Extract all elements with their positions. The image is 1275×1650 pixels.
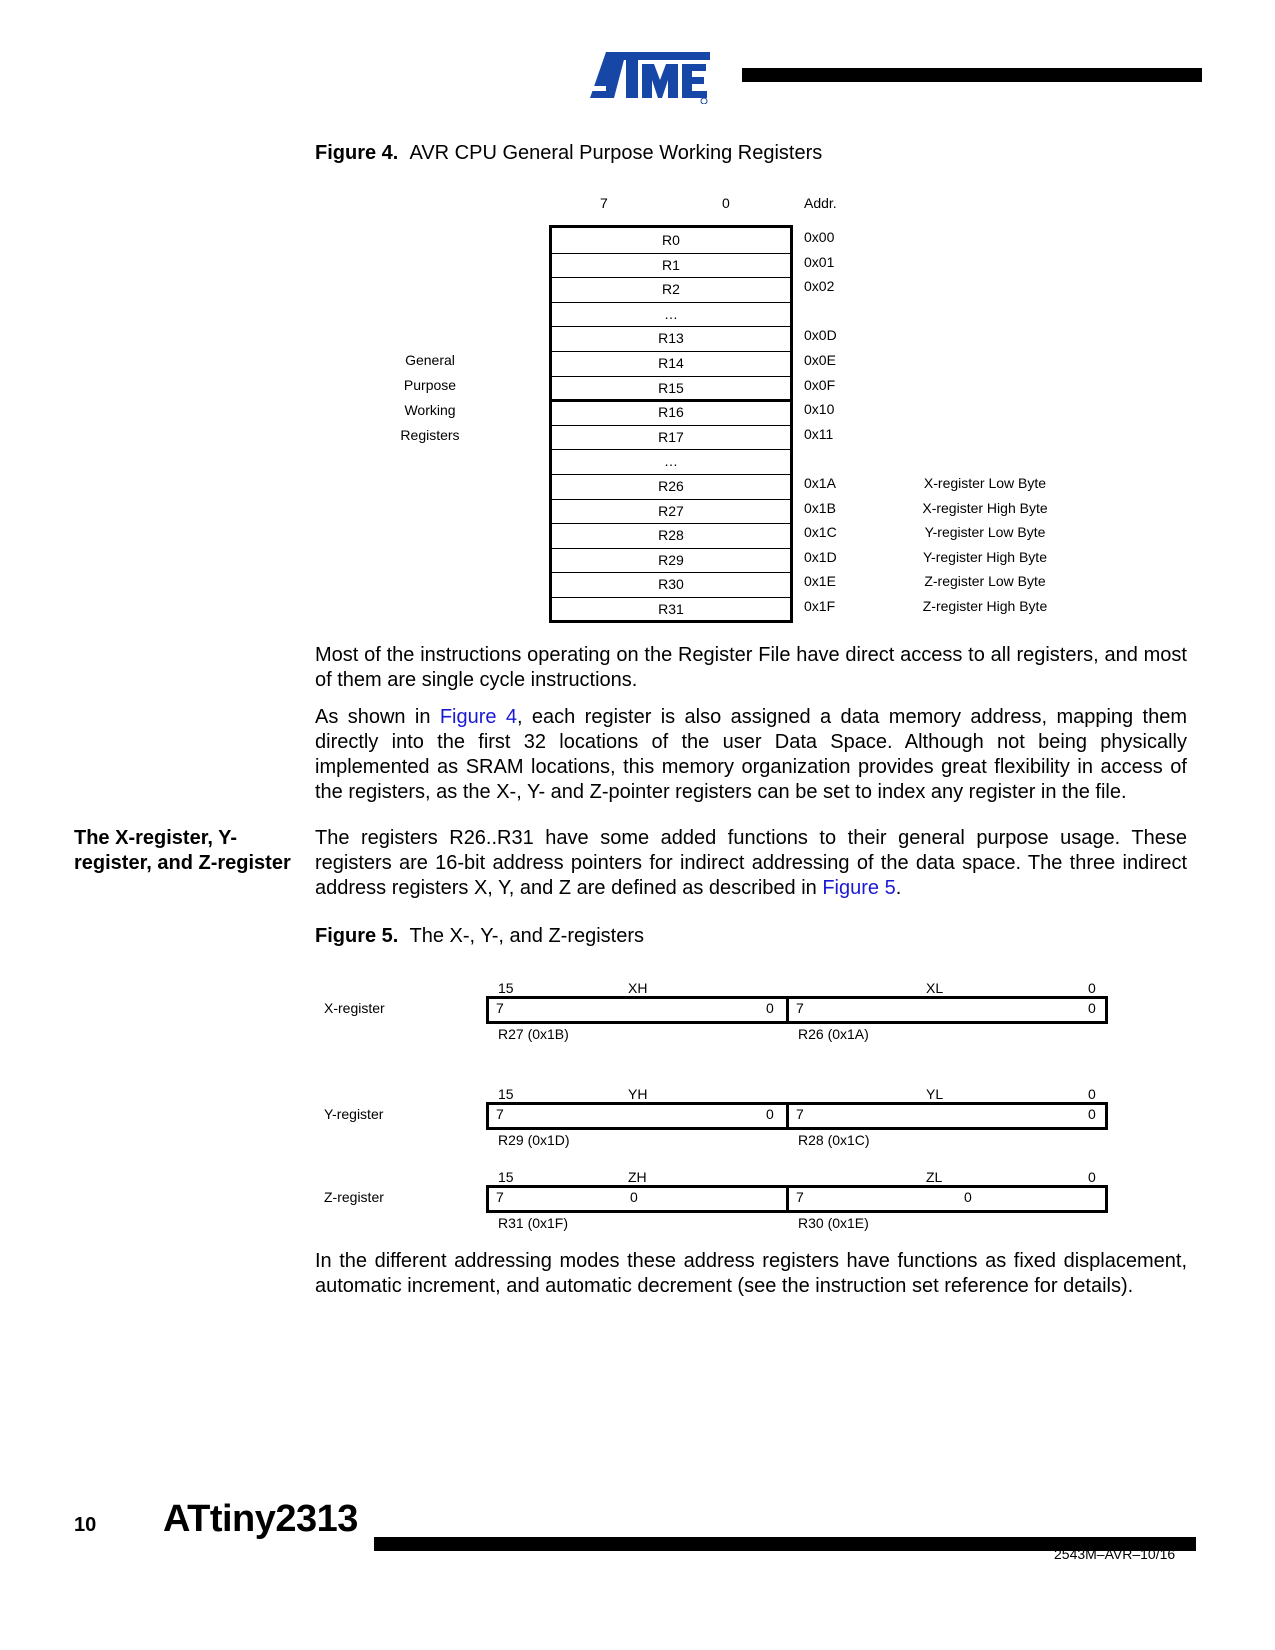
register-note: Y-register Low Byte — [924, 524, 1046, 541]
figure5-link[interactable]: Figure 5 — [822, 877, 896, 899]
low-byte-bit0: 0 — [1088, 1106, 1096, 1122]
figure5-label: Figure 5. — [315, 925, 399, 947]
register-cell: R31 — [658, 601, 684, 617]
register-cell: R30 — [658, 576, 684, 593]
register-divider — [552, 548, 790, 549]
register-cell: R0 — [662, 232, 680, 248]
register-divider — [552, 277, 790, 278]
figure4-caption — [315, 142, 822, 165]
figure4-group-label — [380, 348, 480, 448]
figure4-label: Figure 4. — [315, 142, 399, 164]
register-cell: … — [664, 305, 678, 322]
register-name: Y-register — [324, 1106, 384, 1122]
register-cell: R28 — [658, 527, 684, 544]
group-label-line: General — [405, 352, 455, 368]
paragraph-addressing-modes: In the different addressing modes these address registers have functions as fixed displacement, automatic increment, and automatic decrement (see the instruction set reference for details). — [315, 1250, 1187, 1297]
high-byte-register: R31 (0x1F) — [498, 1215, 569, 1231]
register-note: Z-register Low Byte — [924, 573, 1046, 590]
section-heading-line2: register, and Z-register — [74, 852, 291, 874]
high-byte-bit7: 7 — [496, 1189, 504, 1205]
register-note: X-register Low Byte — [923, 475, 1047, 491]
high-byte-bit0: 0 — [766, 1000, 774, 1016]
register-divider — [552, 253, 790, 254]
register-cell: … — [664, 453, 678, 470]
low-byte-register: R30 (0x1E) — [798, 1215, 869, 1231]
bit-0-label: 0 — [1088, 1169, 1096, 1185]
register-address: 0x0F — [804, 376, 836, 393]
figure4-bit-high: 7 — [600, 195, 608, 211]
figure4-bit-low: 0 — [722, 195, 730, 211]
bit-15-label: 15 — [498, 1086, 514, 1102]
register-divider — [552, 499, 790, 500]
figure4-title: AVR CPU General Purpose Working Registers — [409, 142, 823, 164]
register-divider — [552, 572, 790, 573]
register-address: 0x1A — [804, 475, 836, 491]
register-file-table — [549, 225, 793, 623]
low-byte-register: R26 (0x1A) — [798, 1026, 869, 1042]
low-byte-name: XL — [926, 980, 944, 996]
register-note: Y-register High Byte — [923, 548, 1047, 565]
paragraph-memory-mapping — [315, 705, 1187, 805]
register-address: 0x1F — [804, 598, 836, 614]
register-address: 0x0E — [804, 352, 836, 368]
bit-0-label: 0 — [1088, 980, 1096, 996]
low-byte-bit7: 7 — [796, 1000, 804, 1016]
register-divider — [552, 351, 790, 352]
register-address: 0x1B — [804, 499, 836, 516]
high-byte-name: YH — [628, 1086, 648, 1102]
high-byte-bit7: 7 — [496, 1000, 504, 1016]
byte-divider — [786, 996, 789, 1024]
register-divider — [552, 425, 790, 426]
byte-divider — [786, 1102, 789, 1130]
register-cell: R16 — [658, 404, 684, 421]
low-byte-name: YL — [926, 1086, 944, 1102]
register-divider — [552, 474, 790, 475]
register-cell: R14 — [658, 355, 684, 371]
register-address: 0x11 — [804, 425, 834, 442]
high-byte-name: XH — [628, 980, 648, 996]
para2-text-before: As shown in — [315, 706, 440, 728]
figure5-title: The X-, Y-, and Z-registers — [409, 925, 645, 947]
high-byte-bit0: 0 — [766, 1106, 774, 1122]
register-address: 0x00 — [804, 229, 835, 245]
high-byte-name: ZH — [628, 1169, 647, 1185]
register-address: 0x0D — [804, 327, 837, 344]
low-byte-bit7: 7 — [796, 1106, 804, 1122]
figure5-caption — [315, 925, 644, 948]
para2-text-after: , each register is also assigned a data memory address, mapping them directly into the first 32 locations of the user Data Space. Although not being physically implemented as SRAM locations, this memory organization provides great flexibility in access of the registers, as the X-, Y- and Z-pointer registers can be set to index any register in the file. — [315, 706, 1188, 803]
register-cell: R2 — [662, 281, 680, 298]
high-byte-register: R27 (0x1B) — [498, 1026, 569, 1042]
register-note: X-register High Byte — [922, 499, 1048, 516]
register-divider — [552, 376, 790, 377]
register-cell: R17 — [658, 428, 684, 445]
high-byte-bit0: 0 — [630, 1189, 638, 1205]
register-cell: R15 — [658, 379, 684, 396]
bit-0-label: 0 — [1088, 1086, 1096, 1102]
header-rule — [742, 68, 1202, 82]
group-label-line: Registers — [400, 427, 460, 443]
register-divider — [552, 449, 790, 450]
high-byte-register: R29 (0x1D) — [498, 1132, 570, 1148]
group-label-line: Working — [404, 402, 456, 418]
register-cell: R1 — [662, 256, 680, 273]
byte-divider — [786, 1185, 789, 1213]
section-text-before: The registers R26..R31 have some added functions to their general purpose usage. These registers are 16-bit address pointers for indirect addressing of the data space. The three indirect address registers X, Y, and Z are defined as described in — [315, 827, 1187, 899]
register-address: 0x02 — [804, 278, 835, 295]
bit-15-label: 15 — [498, 980, 514, 996]
register-cell: R27 — [658, 502, 684, 519]
register-address: 0x1C — [804, 524, 837, 541]
figure4-link[interactable]: Figure 4 — [439, 706, 518, 728]
register-divider — [552, 523, 790, 524]
section-text-after: . — [895, 877, 902, 899]
register-name: Z-register — [324, 1189, 384, 1205]
register-address: 0x10 — [804, 401, 835, 418]
low-byte-bit0: 0 — [1088, 1000, 1096, 1016]
figure4-addr-header: Addr. — [804, 195, 837, 211]
atmel-logo — [586, 46, 712, 104]
register-cell: R29 — [658, 551, 684, 568]
bit-15-label: 15 — [498, 1169, 514, 1185]
paragraph-register-access: Most of the instructions operating on the Register File have direct access to all registers, and most of them are single cycle instructions. — [315, 644, 1187, 691]
register-name: X-register — [324, 1000, 385, 1016]
group-label-line: Purpose — [403, 377, 457, 393]
register-divider — [552, 326, 790, 327]
register-divider — [552, 597, 790, 598]
low-byte-register: R28 (0x1C) — [798, 1132, 870, 1148]
section-heading — [74, 826, 291, 876]
register-address: 0x1E — [804, 573, 836, 590]
low-byte-bit0: 0 — [964, 1189, 972, 1205]
register-address: 0x1D — [804, 548, 837, 565]
low-byte-bit7: 7 — [796, 1189, 804, 1205]
register-cell: R13 — [658, 330, 684, 347]
section-heading-line1: The X-register, Y- — [74, 827, 238, 849]
paragraph-pointer-registers — [315, 826, 1187, 901]
page-number: 10 — [74, 1514, 97, 1536]
register-note: Z-register High Byte — [922, 598, 1048, 614]
register-cell: R26 — [658, 478, 684, 494]
chip-name: ATtiny2313 — [163, 1498, 358, 1540]
document-id: 2543M–AVR–10/16 — [1054, 1546, 1176, 1562]
register-divider-thick — [552, 399, 790, 402]
low-byte-name: ZL — [926, 1169, 943, 1185]
register-address: 0x01 — [804, 253, 835, 270]
register-divider — [552, 302, 790, 303]
high-byte-bit7: 7 — [496, 1106, 504, 1122]
